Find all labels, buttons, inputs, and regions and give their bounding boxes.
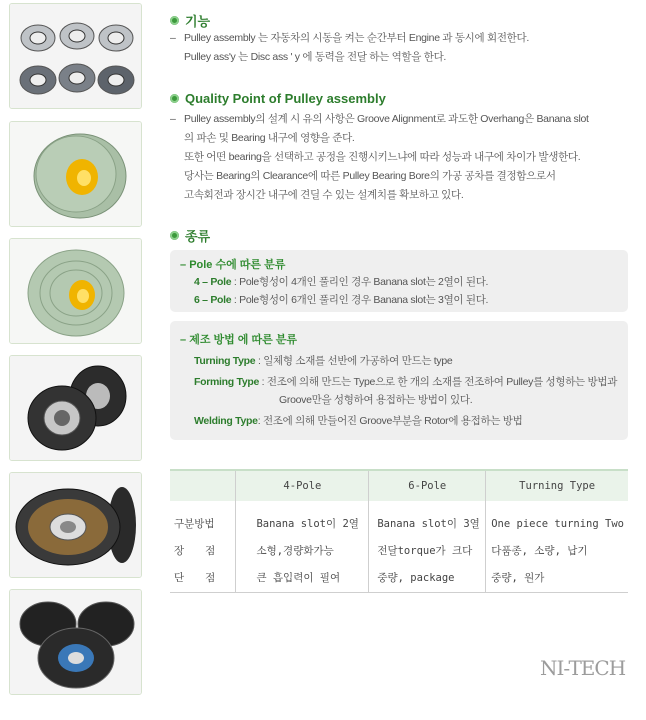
quality-line-3: 또한 어떤 bearing을 선택하고 공정을 진행시키느냐에 따라 성능과 내구에 차이가 발생한다.: [184, 151, 581, 163]
green-bullet-icon: [170, 231, 179, 240]
forming-type-text-2: Groove만을 성형하여 용접하는 방법이 있다.: [279, 394, 473, 406]
cell-turning-advantage: 다품종, 소량, 납기: [491, 545, 588, 557]
col-turning-cell: [486, 501, 628, 593]
cell-6pole-method: Banana slot이 3열: [377, 518, 480, 530]
cell-4pole-method: Banana slot이 2열: [256, 518, 359, 530]
row-label-advantage: 장 점: [174, 545, 216, 557]
quality-line-2: 의 파손 및 Bearing 내구에 영향을 준다.: [184, 132, 355, 144]
cell-4pole-disadvantage: 큰 흡입력이 필여: [256, 572, 341, 584]
green-pulley-thumbnail-2[interactable]: [9, 238, 142, 344]
table-header-4pole: 4-Pole: [236, 470, 369, 501]
row-labels-cell: [170, 501, 236, 593]
col-4pole-cell: [236, 501, 369, 593]
black-pulley-thumbnail-1[interactable]: [9, 355, 142, 461]
function-line-1: Pulley assembly 는 자동차의 시동을 켜는 순간부터 Engine 과 동시에 회전한다.: [184, 32, 529, 44]
pole-item-6: 6 – Pole : Pole형성이 6개인 풀리인 경우 Banana slot는 3열이 된다.: [194, 294, 489, 306]
grooved-pulley-thumbnail[interactable]: [9, 589, 142, 695]
bronze-pulley-thumbnail[interactable]: [9, 472, 142, 578]
cell-turning-method: One piece turning Two: [491, 518, 624, 530]
quality-section-title: [170, 91, 386, 106]
function-title-text: 기능: [185, 14, 211, 29]
green-bullet-icon: [170, 94, 179, 103]
cell-6pole-disadvantage: 중량, package: [377, 572, 455, 584]
function-section-title: [170, 11, 210, 30]
quality-paragraph: – Pulley assembly의 설계 시 유의 사항은 Groove Alignment로 과도한 Overhang은 Banana slot 의 파손 및 Bearing 내구에 영향을 준다. 또한 어떤 bearing을 선택하고 공정을 진행시키느냐에 따라 성능과 내구에 차이가 발생한다. 당사는 Bearing의 Clearance에 따른 Pulley Bearing Bore의 가공 공차를 결정함으로서 고속회전과 장시간 내구에 견딜 수 있는 설계치를 확보하고 있다.: [170, 110, 589, 205]
row-label-method: 구분방법: [174, 518, 215, 530]
method-item-forming: Forming Type : 전조에 의해 만드는 Type으로 한 개의 소재를 전조하여 Pulley를 성형하는 방법과: [194, 376, 618, 388]
function-paragraph: – Pulley assembly 는 자동차의 시동을 켜는 순간부터 Engine 과 동시에 회전한다. Pulley ass'y 는 Disc ass ' y 에 동력을 전달 하는 역할을 한다.: [170, 29, 529, 67]
row-label-disadvantage: 단 점: [174, 572, 216, 584]
ni-tech-logo: NI-TECH: [540, 656, 626, 680]
comparison-table: [170, 469, 628, 593]
green-pulley-thumbnail-1[interactable]: [9, 121, 142, 227]
table-header-turning: Turning Type: [486, 470, 628, 501]
green-bullet-icon: [170, 16, 179, 25]
quality-line-1: Pulley assembly의 설계 시 유의 사항은 Groove Alignment로 과도한 Overhang은 Banana slot: [184, 113, 589, 125]
pole-4-label: 4 – Pole: [194, 276, 232, 288]
turning-type-text: 일체형 소재를 선반에 가공하여 만드는 type: [263, 355, 453, 367]
types-section-title: [170, 226, 210, 245]
welding-type-label: Welding Type: [194, 415, 258, 427]
method-item-turning: Turning Type : 일체형 소재를 선반에 가공하여 만드는 type: [194, 355, 453, 367]
cell-4pole-advantage: 소형,경량화가능: [256, 545, 334, 557]
cell-turning-disadvantage: 중량, 원가: [491, 572, 545, 584]
cell-6pole-advantage: 전달torque가 크다: [377, 545, 473, 557]
welding-type-text: 전조에 의해 만들어진 Groove부분을 Rotor에 용접하는 방법: [262, 415, 523, 427]
pole-6-label: 6 – Pole: [194, 294, 232, 306]
method-classification-box: [170, 321, 628, 440]
table-header-row: [170, 470, 628, 501]
quality-line-5: 고속회전과 장시간 내구에 견딜 수 있는 설계치를 확보하고 있다.: [184, 189, 464, 201]
table-row: [170, 501, 628, 593]
table-header-6pole: 6-Pole: [369, 470, 486, 501]
forming-type-text: 전조에 의해 만드는 Type으로 한 개의 소재를 전조하여 Pulley를 성형하는 방법과: [266, 376, 618, 388]
types-title-text: 종류: [185, 229, 211, 244]
pole-classification-box: [170, 250, 628, 312]
function-line-2: Pulley ass'y 는 Disc ass ' y 에 동력을 전달 하는 역할을 한다.: [184, 51, 447, 63]
pole-item-4: 4 – Pole : Pole형성이 4개인 풀리인 경우 Banana slot는 2열이 된다.: [194, 276, 489, 288]
pole-box-title: – Pole 수에 따른 분류: [180, 259, 286, 271]
method-box-title-text: 제조 방법 에 따른 분류: [189, 334, 298, 346]
quality-title-text: Quality Point of Pulley assembly: [185, 91, 386, 106]
pole-4-text: Pole형성이 4개인 풀리인 경우 Banana slot는 2열이 된다.: [239, 276, 489, 288]
pole-6-text: Pole형성이 6개인 풀리인 경우 Banana slot는 3열이 된다.: [239, 294, 489, 306]
method-item-welding: Welding Type: 전조에 의해 만들어진 Groove부분을 Rotor에 용접하는 방법: [194, 415, 523, 427]
pole-box-title-text: Pole 수에 따른 분류: [189, 259, 286, 271]
forming-type-label: Forming Type: [194, 376, 260, 388]
table-header-empty: [170, 470, 236, 501]
pulley-set-thumbnail[interactable]: [9, 3, 142, 109]
method-box-title: – 제조 방법 에 따른 분류: [180, 334, 298, 346]
col-6pole-cell: [369, 501, 486, 593]
quality-line-4: 당사는 Bearing의 Clearance에 따른 Pulley Bearing Bore의 가공 공차를 결정함으로서: [184, 170, 556, 182]
turning-type-label: Turning Type: [194, 355, 256, 367]
